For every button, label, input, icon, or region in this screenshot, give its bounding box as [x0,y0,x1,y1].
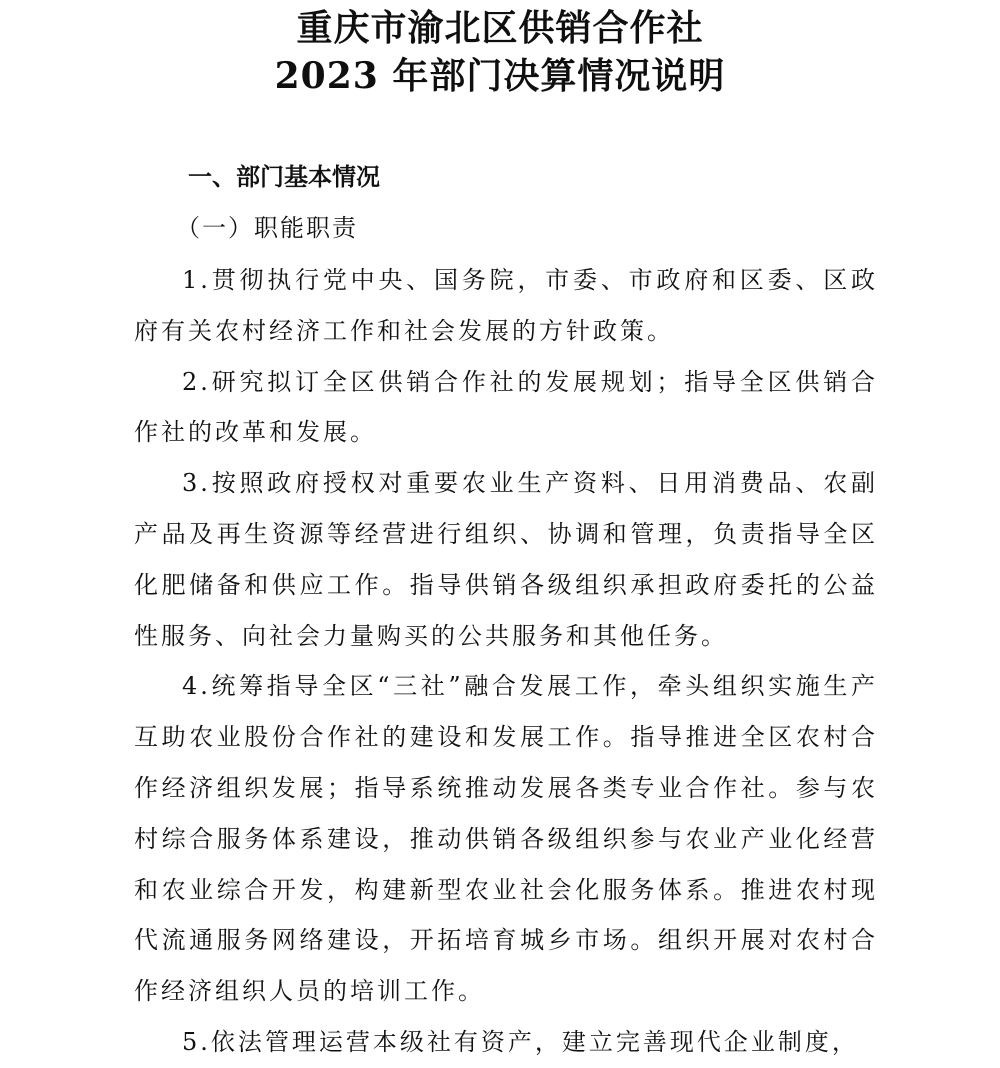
document-title-line-2: 2023 年部门决算情况说明 [274,55,726,97]
document-body [134,255,878,1068]
paragraph-2: 2.研究拟订全区供销合作社的发展规划；指导全区供销合作社的改革和发展。 [134,367,878,447]
paragraph-3: 3.按照政府授权对重要农业生产资料、日用消费品、农副产品及再生资源等经营进行组织、协调和管理，负责指导全区化肥储备和供应工作。指导供销各级组织承担政府委托的公益性服务、向社会力量购买的公共服务和其他任务。 [134,469,878,650]
paragraph-5: 5.依法管理运营本级社有资产，建立完善现代企业制度， [182,1027,859,1056]
section-heading: 一、部门基本情况 [188,163,380,191]
subsection-heading: （一）职能职责 [176,214,358,242]
document-title-line-1: 重庆市渝北区供销合作社 [296,7,704,49]
paragraph-4: 4.统筹指导全区“三社”融合发展工作，牵头组织实施生产互助农业股份合作社的建设和发展工作。指导推进全区农村合作经济组织发展；指导系统推动发展各类专业合作社。参与农村综合服务体系建设，推动供销各级组织参与农业产业化经营和农业综合开发，构建新型农业社会化服务体系。推进农村现代流通服务网络建设，开拓培育城乡市场。组织开展对农村合作经济组织人员的培训工作。 [134,672,878,1006]
paragraph-1: 1.贯彻执行党中央、国务院，市委、市政府和区委、区政府有关农村经济工作和社会发展的方针政策。 [134,266,878,345]
